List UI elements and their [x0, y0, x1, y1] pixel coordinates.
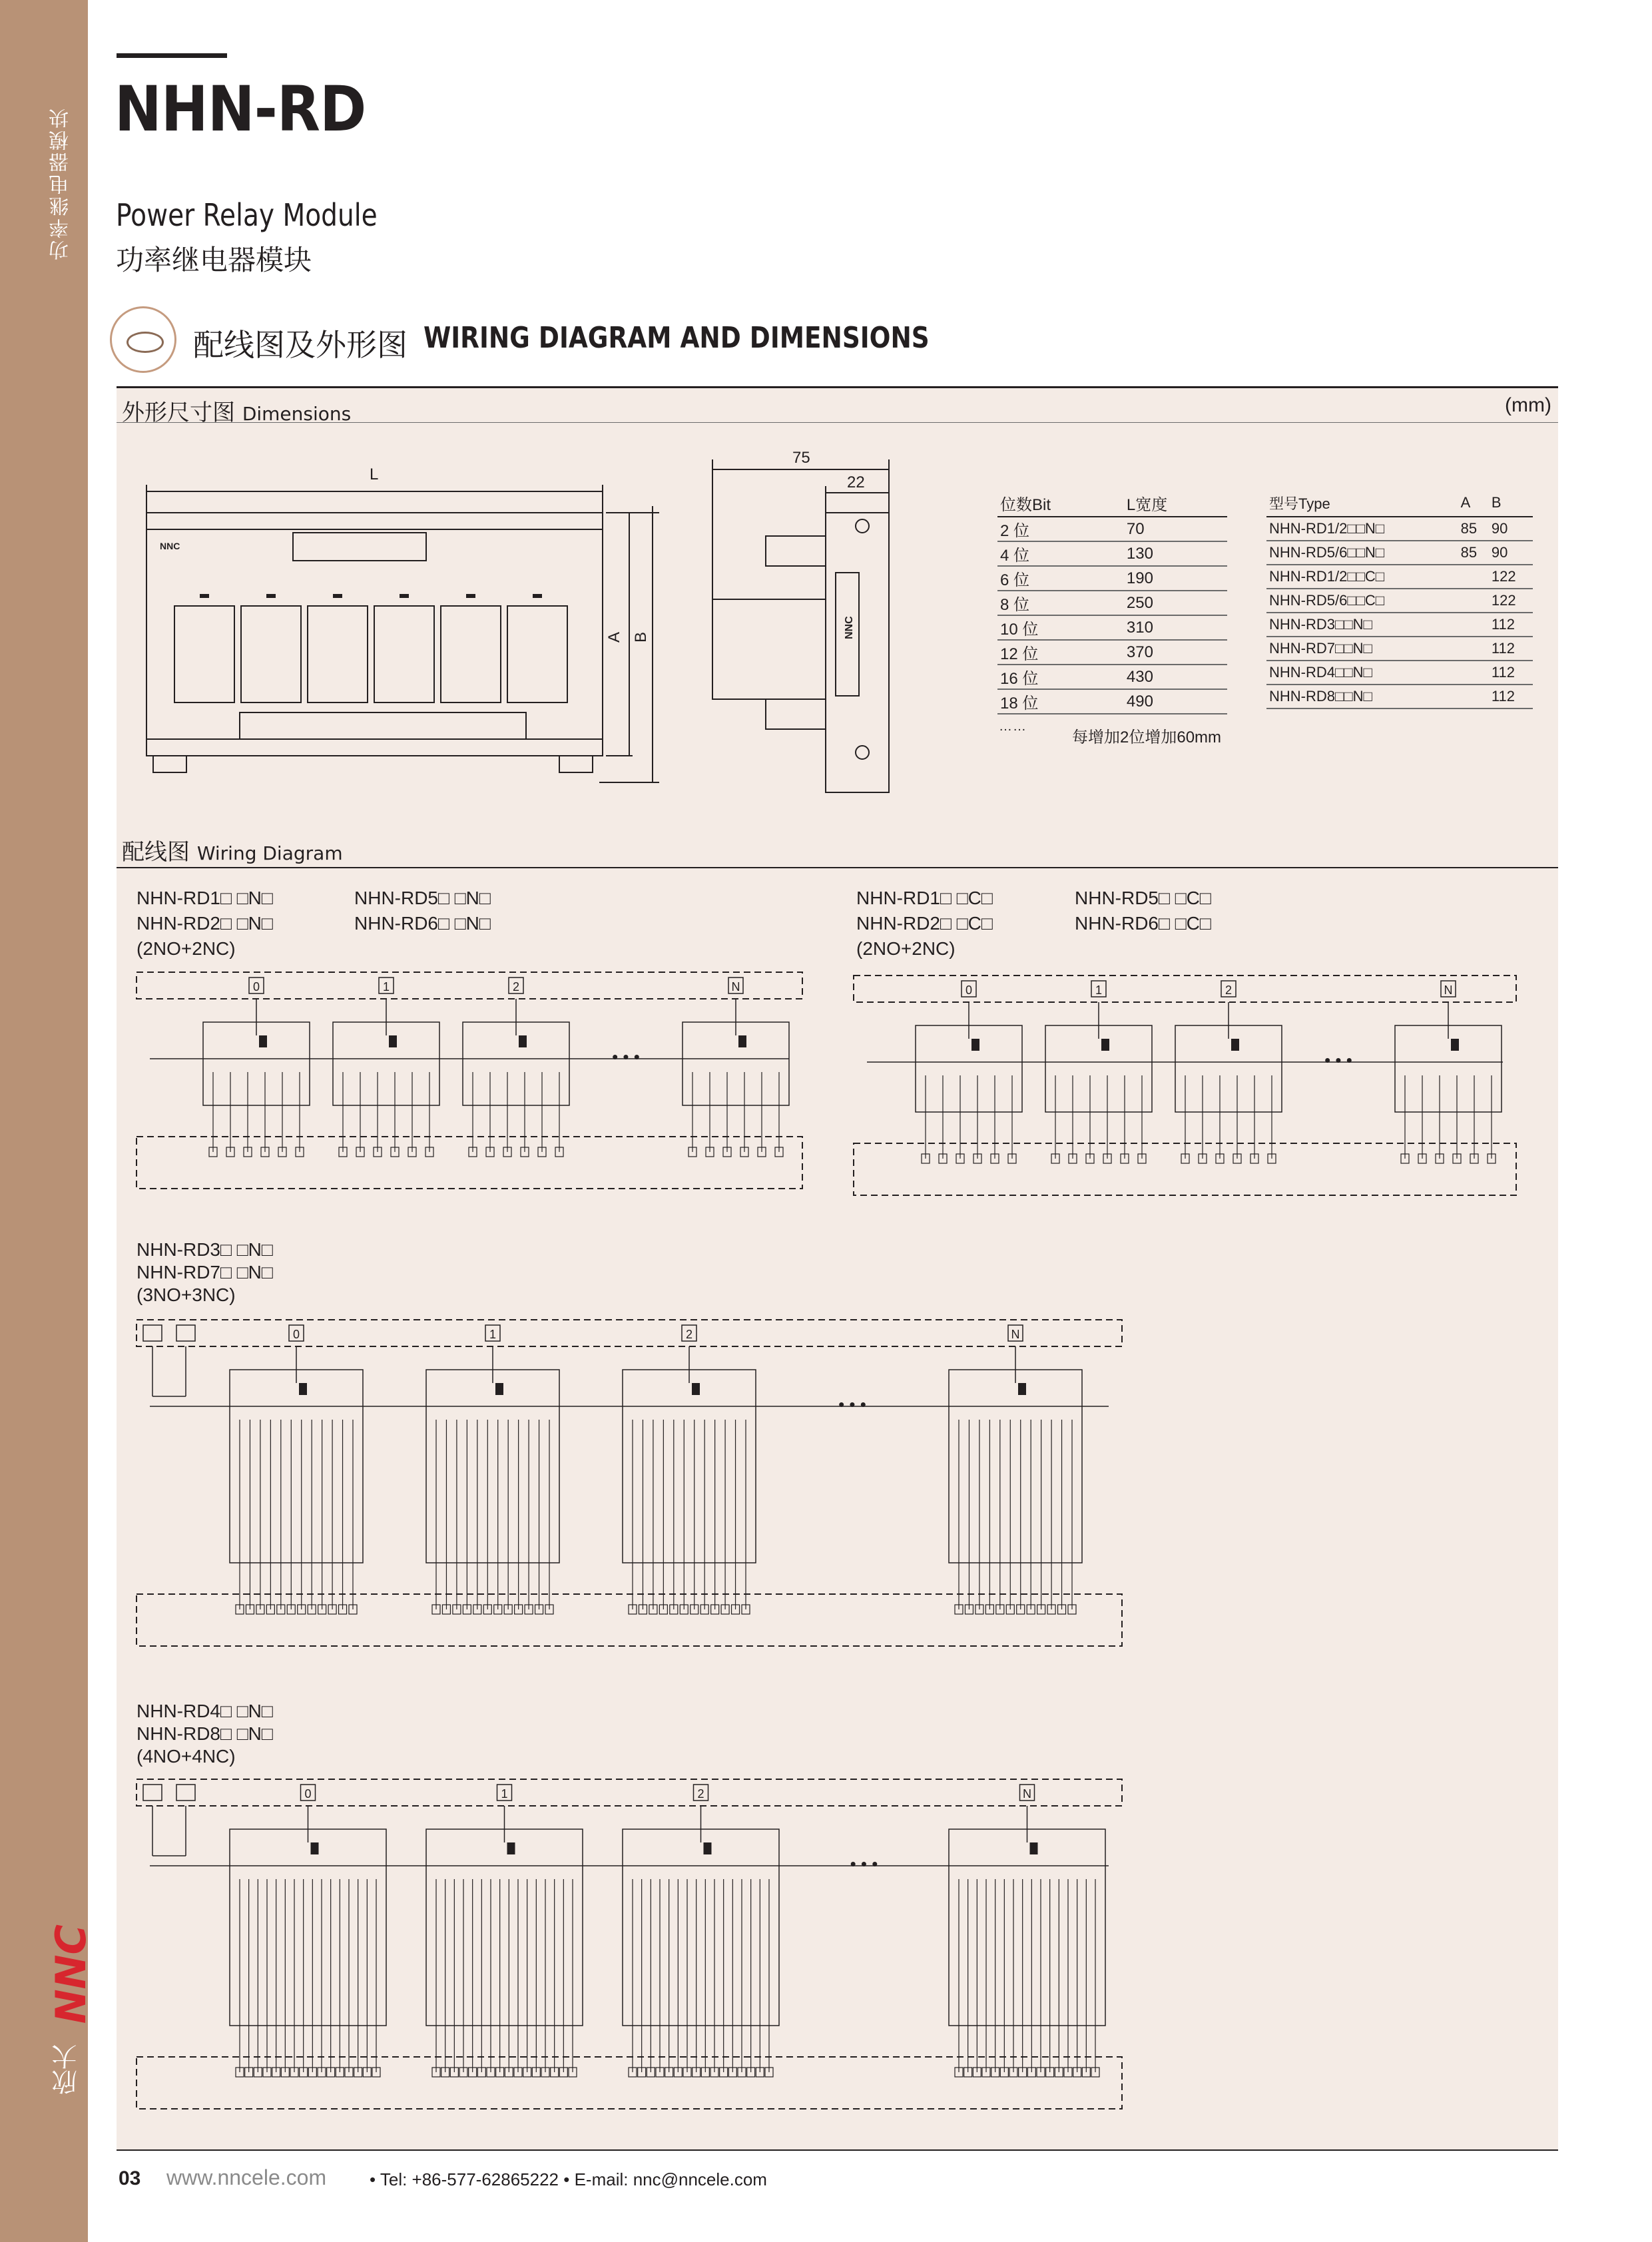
type-header: 型号Type [1266, 489, 1458, 517]
channel-bus-box [854, 976, 1516, 1002]
section-title-cn: 配线图及外形图 [193, 327, 408, 363]
terminal-bus-box [137, 1594, 1122, 1646]
supply-terminal [176, 1785, 195, 1801]
table-cell: 112 [1489, 637, 1533, 661]
table-cell: 85 [1458, 517, 1489, 541]
website-link[interactable]: www.nncele.com [166, 2165, 327, 2189]
ellipsis: • • • [612, 1047, 640, 1067]
relay-coil [692, 1383, 700, 1395]
table-cell: 85 [1458, 541, 1489, 565]
relay-coil [495, 1383, 503, 1395]
table-cell: 250 [1124, 591, 1227, 615]
table-cell: 490 [1124, 689, 1227, 714]
ellipsis: • • • [838, 1394, 866, 1414]
table-cell: NHN-RD5/6□□C□ [1266, 589, 1458, 613]
channel-label: 2 [512, 980, 520, 993]
wiring-heading-cn: 配线图 [122, 839, 190, 866]
relay-block [426, 1829, 583, 2026]
brand-logo: NNC [47, 1924, 95, 2024]
supply-terminal [143, 1785, 162, 1801]
table-cell: 130 [1124, 541, 1227, 566]
table-cell: 4 位 [997, 541, 1124, 566]
channel-label: 0 [304, 1787, 312, 1801]
relay-coil [738, 1035, 746, 1047]
table-cell: 12 位 [997, 640, 1124, 665]
wiring-group-2-models-b: NHN-RD5□ □C□ NHN-RD6□ □C□ [1075, 888, 1211, 934]
relay-coil [1451, 1039, 1459, 1051]
terminal-bus-box [137, 2057, 1122, 2109]
table-cell: 8 位 [997, 591, 1124, 615]
relay-coil [507, 1842, 515, 1854]
channel-label: 2 [685, 1328, 693, 1341]
table-cell: 10 位 [997, 615, 1124, 640]
dim-B-label: B [632, 631, 650, 643]
relay-block [949, 1829, 1105, 2026]
table-cell: NHN-RD1/2□□C□ [1266, 565, 1458, 589]
table-cell: 2 位 [997, 517, 1124, 541]
table-cell: NHN-RD7□□N□ [1266, 637, 1458, 661]
channel-label: N [1011, 1328, 1020, 1341]
channel-bus-box [137, 972, 802, 999]
channel-label: 1 [1095, 983, 1103, 997]
relay-coil [704, 1842, 712, 1854]
table-cell: 122 [1489, 589, 1533, 613]
table-cell: 90 [1489, 541, 1533, 565]
wiring-group-2-models: NHN-RD1□ □C□ NHN-RD2□ □C□ (2NO+2NC) [856, 888, 993, 959]
sidebar-logo-cn: 欣大 [52, 2044, 81, 2095]
contact-info: • Tel: +86-577-62865222 • E-mail: nnc@nncele.com [370, 2169, 767, 2189]
channel-label: 1 [382, 980, 390, 993]
table-cell: 70 [1124, 517, 1227, 541]
channel-label: 0 [292, 1328, 300, 1341]
terminal-bus-box [137, 1137, 802, 1189]
channel-label: 1 [501, 1787, 508, 1801]
channel-label: 2 [1225, 983, 1233, 997]
wiring-heading-en: Wiring Diagram [196, 842, 343, 864]
supply-terminal [143, 1325, 162, 1341]
bit-header: 位数Bit [997, 489, 1124, 517]
table-cell: 190 [1124, 566, 1227, 591]
wiring-group-4-models: NHN-RD4□ □N□ NHN-RD8□ □N□ (4NO+4NC) [137, 1701, 273, 1767]
relay-block [230, 1829, 386, 2026]
table-cell: NHN-RD3□□N□ [1266, 613, 1458, 637]
table-cell: 112 [1489, 661, 1533, 685]
relay-coil [299, 1383, 307, 1395]
product-title: NHN-RD [115, 73, 366, 146]
page-number: 03 [119, 2167, 141, 2189]
table-cell: 122 [1489, 565, 1533, 589]
a-header: A [1458, 489, 1489, 517]
relay-coil [1030, 1842, 1038, 1854]
channel-label: N [1023, 1787, 1031, 1801]
relay-block [623, 1829, 779, 2026]
section-title-en: WIRING DIAGRAM AND DIMENSIONS [423, 321, 930, 355]
table-cell: NHN-RD8□□N□ [1266, 685, 1458, 708]
wiring-group-3-models: NHN-RD3□ □N□ NHN-RD7□ □N□ (3NO+3NC) [137, 1239, 273, 1305]
table-cell: 6 位 [997, 566, 1124, 591]
channel-label: 2 [697, 1787, 704, 1801]
product-subtitle-cn: 功率继电器模块 [116, 244, 312, 276]
bit-table-more: …… [999, 719, 1027, 734]
footer-divider [117, 2149, 1558, 2151]
table-cell: 370 [1124, 640, 1227, 665]
channel-label: N [1444, 983, 1453, 997]
dim-22-label: 22 [847, 473, 865, 491]
b-header: B [1489, 489, 1533, 517]
table-cell: 310 [1124, 615, 1227, 640]
product-subtitle-en: Power Relay Module [116, 197, 378, 233]
channel-bus-box [137, 1779, 1122, 1806]
bit-table-note: 每增加2位增加60mm [1072, 728, 1222, 746]
sidebar-title: 功率继电器模块 [49, 107, 73, 260]
channel-label: 0 [252, 980, 260, 993]
table-cell: 18 位 [997, 689, 1124, 714]
relay-coil [259, 1035, 267, 1047]
relay-coil [1018, 1383, 1026, 1395]
front-brand-label: NNC [160, 541, 180, 551]
dim-A-label: A [605, 631, 623, 643]
relay-coil [389, 1035, 397, 1047]
dim-L-label: L [370, 465, 379, 483]
table-cell: NHN-RD1/2□□N□ [1266, 517, 1458, 541]
wiring-group-1-models-b: NHN-RD5□ □N□ NHN-RD6□ □N□ [354, 888, 491, 934]
supply-terminal [176, 1325, 195, 1341]
width-header: L宽度 [1124, 489, 1227, 517]
wiring-group-1-models: NHN-RD1□ □N□ NHN-RD2□ □N□ (2NO+2NC) [137, 888, 273, 959]
dimensions-heading-cn: 外形尺寸图 [122, 400, 235, 426]
table-cell: NHN-RD4□□N□ [1266, 661, 1458, 685]
relay-coil [311, 1842, 319, 1854]
channel-label: 0 [965, 983, 973, 997]
table-cell: 90 [1489, 517, 1533, 541]
relay-coil [971, 1039, 979, 1051]
side-brand-label: NNC [844, 616, 855, 639]
table-cell: 430 [1124, 665, 1227, 689]
table-cell: 16 位 [997, 665, 1124, 689]
unit-label: (mm) [1505, 394, 1551, 416]
dimensions-heading-en: Dimensions [242, 403, 352, 425]
table-cell: 112 [1489, 685, 1533, 708]
relay-coil [1101, 1039, 1109, 1051]
ellipsis: • • • [850, 1854, 878, 1874]
dim-75-label: 75 [792, 449, 810, 467]
channel-label: 1 [489, 1328, 497, 1341]
channel-label: N [731, 980, 740, 993]
ellipsis: • • • [1324, 1050, 1352, 1070]
relay-coil [1231, 1039, 1239, 1051]
table-cell: 112 [1489, 613, 1533, 637]
relay-coil [519, 1035, 527, 1047]
table-cell: NHN-RD5/6□□N□ [1266, 541, 1458, 565]
channel-bus-box [137, 1320, 1122, 1346]
